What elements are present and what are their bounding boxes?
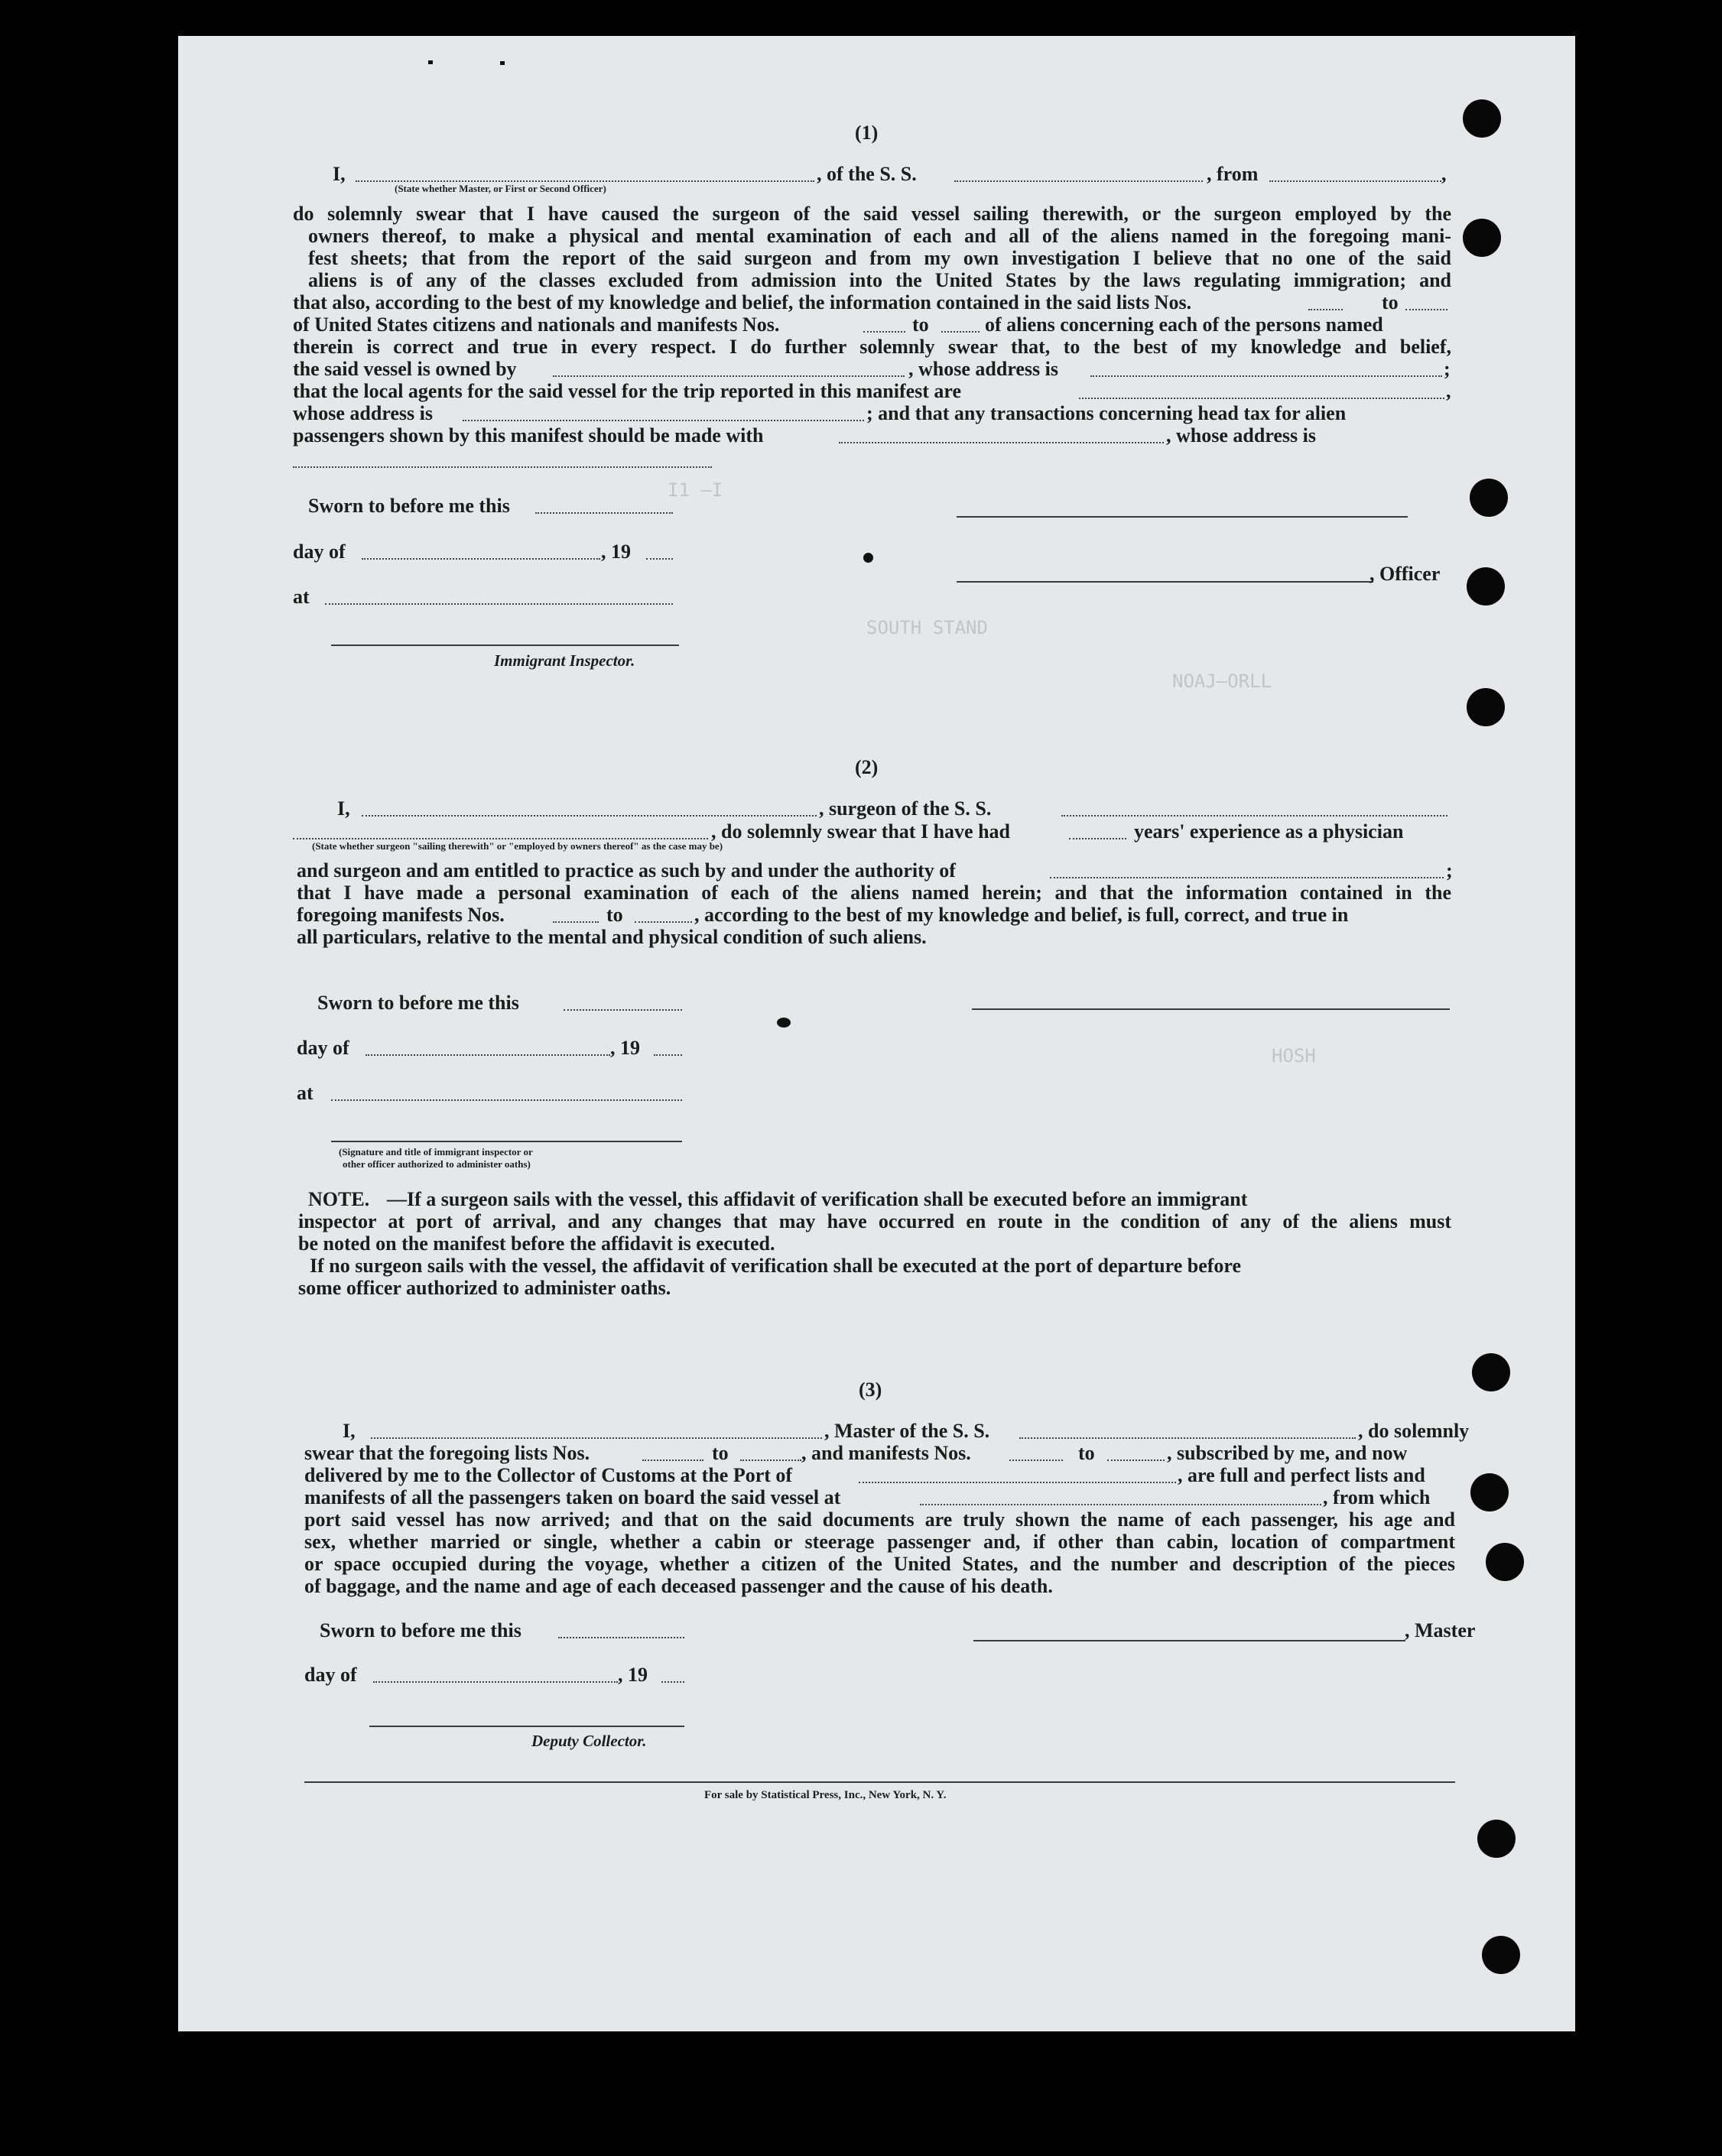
s1-year-label: , 19 <box>601 541 631 563</box>
s3-sworn-label: Sworn to before me this <box>320 1619 521 1641</box>
s3-sworn-day-field[interactable] <box>558 1637 684 1638</box>
punch-hole-icon <box>1463 219 1501 257</box>
s2-note-text: some officer authorized to administer oaths. <box>298 1277 671 1299</box>
footer-printer-credit: For sale by Statistical Press, Inc., New York, N. Y. <box>704 1789 947 1801</box>
s2-surgeon-of-ss-label: , surgeon of the S. S. <box>819 797 992 820</box>
s3-lists-text: , are full and perfect lists and <box>1178 1464 1425 1486</box>
s3-manifests-label: , and manifests Nos. <box>801 1442 971 1464</box>
speck <box>863 553 873 563</box>
s3-master-label: , Master <box>1405 1619 1476 1641</box>
speck <box>500 61 505 65</box>
s2-signature-note: other officer authorized to administer oaths) <box>343 1158 531 1170</box>
s2-manifests-text: , according to the best of my knowledge and belief, is full, correct, and true in <box>694 904 1349 926</box>
s1-of-ss-label: , of the S. S. <box>817 163 917 185</box>
s2-surgeon-type-field[interactable] <box>293 838 708 839</box>
s2-body-line: that I have made a personal examination of each of the aliens named herein; and that the information contained in the <box>297 882 1451 904</box>
s2-manifests-to-field[interactable] <box>635 921 692 923</box>
s2-to-label: to <box>606 904 623 926</box>
s3-manifests-from-field[interactable] <box>1009 1460 1063 1461</box>
speck <box>428 60 433 64</box>
s3-i-label: I, <box>343 1420 356 1442</box>
s1-agents-address-label: whose address is <box>293 402 434 424</box>
s1-manifests-to-label: to <box>912 313 929 336</box>
s2-month-field[interactable] <box>366 1054 610 1056</box>
s2-authority-field[interactable] <box>1050 877 1444 878</box>
s1-officer-signature-line[interactable] <box>957 516 1408 518</box>
s1-body-line: fest sheets; that from the report of the said surgeon and from my own investigation I believe that no one of the said <box>308 247 1451 269</box>
s2-surgeon-name-field[interactable] <box>362 815 817 817</box>
punch-hole-icon <box>1486 1543 1524 1581</box>
section1-number: (1) <box>855 122 879 144</box>
s1-headtax-party-field[interactable] <box>839 442 1164 443</box>
speck <box>777 1018 791 1028</box>
s3-year-field[interactable] <box>661 1681 684 1683</box>
s2-at-field[interactable] <box>331 1099 682 1101</box>
s2-ship-name-field[interactable] <box>1061 815 1447 817</box>
s2-year-label: , 19 <box>610 1037 640 1059</box>
manifest-page <box>178 36 1575 2031</box>
s2-note-text: inspector at port of arrival, and any changes that may have occurred en route in the condition of any of the aliens must <box>298 1210 1451 1232</box>
s2-years-field[interactable] <box>1069 838 1126 839</box>
punch-hole-icon <box>1467 567 1505 606</box>
punch-hole-icon <box>1472 1353 1510 1391</box>
s3-body-line: sex, whether married or single, whether a cabin or steerage passenger and, if other than cabin, location of compartment <box>304 1531 1455 1553</box>
s2-manifests-from-field[interactable] <box>553 921 599 923</box>
s3-lists-to-label: to <box>712 1442 729 1464</box>
s1-lists-from-field[interactable] <box>1308 309 1343 310</box>
punch-hole-icon <box>1470 479 1508 517</box>
s1-day-of-label: day of <box>293 541 346 563</box>
s2-surgeon-signature-line[interactable] <box>972 1008 1450 1010</box>
s2-sworn-day-field[interactable] <box>564 1009 682 1011</box>
s1-body-line: therein is correct and true in every respect. I do further solemnly swear that, to the best of my knowledge and belief, <box>293 336 1451 358</box>
s3-manifests-to-label: to <box>1078 1442 1095 1464</box>
s1-headtax-address-label: , whose address is <box>1166 424 1317 446</box>
s3-lists-to-field[interactable] <box>740 1460 801 1461</box>
s1-comma: , <box>1441 163 1447 185</box>
s2-year-field[interactable] <box>654 1054 682 1056</box>
s3-lists-label: swear that the foregoing lists Nos. <box>304 1442 590 1464</box>
s3-day-of-label: day of <box>304 1664 357 1686</box>
s2-at-label: at <box>297 1082 314 1104</box>
s1-from-port-field[interactable] <box>1269 180 1441 182</box>
s1-owner-address-field[interactable] <box>1090 375 1442 377</box>
s2-swear-text: , do solemnly swear that I have had <box>711 820 1011 843</box>
s2-body-line: all particulars, relative to the mental and physical condition of such aliens. <box>297 926 927 948</box>
s1-body-line: owners thereof, to make a physical and mental examination of each and all of the aliens named in the foregoing mani- <box>308 225 1451 247</box>
s1-semicolon: ; <box>1444 358 1451 380</box>
s3-lists-from-field[interactable] <box>642 1460 703 1461</box>
s2-day-of-label: day of <box>297 1037 349 1059</box>
s2-note-label: NOTE. <box>308 1188 370 1210</box>
s1-year-field[interactable] <box>646 558 673 560</box>
s3-boarded-label: manifests of all the passengers taken on board the said vessel at <box>304 1486 841 1508</box>
s1-manifests-to-field[interactable] <box>941 331 980 333</box>
section3-number: (3) <box>859 1378 882 1401</box>
s3-collector-label: Deputy Collector. <box>531 1732 647 1750</box>
s2-authority-label: and surgeon and am entitled to practice as such by and under the authority of <box>297 859 956 882</box>
s1-from-label: , from <box>1207 163 1259 185</box>
bleed-through-mark: Ι1 —Ι <box>668 479 723 501</box>
s1-lists-to-label: to <box>1382 291 1399 313</box>
s3-month-field[interactable] <box>373 1681 618 1683</box>
bleed-through-mark: SOUTH STAND <box>866 617 988 638</box>
s1-headtax-address-field[interactable] <box>293 466 712 468</box>
s1-comma: , <box>1446 380 1451 402</box>
s3-subscribed-text: , subscribed by me, and now <box>1167 1442 1408 1464</box>
s3-port-label: delivered by me to the Collector of Customs at the Port of <box>304 1464 793 1486</box>
s3-manifests-to-field[interactable] <box>1107 1460 1165 1461</box>
punch-hole-icon <box>1477 1820 1516 1858</box>
bleed-through-mark: HOSH <box>1272 1045 1316 1067</box>
s1-body-line: aliens is of any of the classes excluded from admission into the United States by the laws regulating immigration; and <box>308 269 1451 291</box>
s3-master-name-field[interactable] <box>371 1437 822 1439</box>
s1-ship-name-field[interactable] <box>954 180 1203 182</box>
s1-month-field[interactable] <box>362 558 600 560</box>
s3-master-signature-line[interactable] <box>973 1640 1405 1641</box>
s1-headtax-with-label: passengers shown by this manifest should be made with <box>293 424 764 446</box>
s1-headtax-text: ; and that any transactions concerning head tax for alien <box>866 402 1347 424</box>
s2-semicolon: ; <box>1446 859 1453 882</box>
s1-i-label: I, <box>333 163 346 185</box>
s1-owned-label: the said vessel is owned by <box>293 358 517 380</box>
s3-body-line: of baggage, and the name and age of each deceased passenger and the cause of his death. <box>304 1575 1053 1597</box>
bleed-through-mark: NOAJ—ORLL <box>1172 671 1272 692</box>
s3-from-which: , from which <box>1323 1486 1431 1508</box>
section2-number: (2) <box>855 756 879 778</box>
s1-at-field[interactable] <box>325 603 673 605</box>
s1-officer-label: , Officer <box>1369 563 1441 585</box>
s3-body-line: port said vessel has now arrived; and that on the said documents are truly shown the name of each passenger, his age and <box>304 1508 1455 1531</box>
s2-surgeon-note: (State whether surgeon "sailing therewith" or "employed by owners thereof" as the case may be) <box>312 840 723 852</box>
s1-manifests-from-field[interactable] <box>863 331 905 333</box>
s2-sworn-label: Sworn to before me this <box>317 992 519 1014</box>
s2-note-text: be noted on the manifest before the affidavit is executed. <box>298 1232 775 1255</box>
s2-manifests-label: foregoing manifests Nos. <box>297 904 505 926</box>
s2-years-text: years' experience as a physician <box>1134 820 1404 843</box>
s2-i-label: I, <box>337 797 350 820</box>
s1-officer-note: (State whether Master, or First or Second Officer) <box>395 183 606 194</box>
s3-year-label: , 19 <box>618 1664 648 1686</box>
s1-agents-address-field[interactable] <box>463 420 864 421</box>
s1-body-line: do solemnly swear that I have caused the surgeon of the said vessel sailing therewith, or the surgeon employed by the <box>293 203 1451 225</box>
punch-hole-icon <box>1470 1473 1509 1511</box>
s1-manifests-text: of United States citizens and nationals and manifests Nos. <box>293 313 780 336</box>
s2-note-text: —If a surgeon sails with the vessel, this affidavit of verification shall be executed before an immigrant <box>387 1188 1248 1210</box>
s1-inspector-label: Immigrant Inspector. <box>494 651 635 670</box>
footer-rule <box>304 1781 1455 1783</box>
s3-master-of-ss-label: , Master of the S. S. <box>824 1420 990 1442</box>
punch-hole-icon <box>1463 99 1501 138</box>
s1-sworn-label: Sworn to before me this <box>308 495 510 517</box>
s2-signature-note: (Signature and title of immigrant inspector or <box>339 1146 533 1158</box>
punch-hole-icon <box>1467 688 1505 726</box>
punch-hole-icon <box>1482 1936 1520 1974</box>
s3-collector-signature-line[interactable] <box>369 1726 684 1727</box>
s1-owner-field[interactable] <box>553 375 905 377</box>
s3-ship-name-field[interactable] <box>1019 1437 1356 1439</box>
s1-owner-address-label: , whose address is <box>908 358 1059 380</box>
s3-do-solemnly: , do solemnly <box>1358 1420 1470 1442</box>
s1-aliens-text: of aliens concerning each of the persons named <box>985 313 1383 336</box>
s3-body-line: or space occupied during the voyage, whether a citizen of the United States, and the number and description of the pieces <box>304 1553 1455 1575</box>
s2-inspector-signature-line[interactable] <box>331 1141 682 1142</box>
s1-at-label: at <box>293 586 310 608</box>
s1-inspector-signature-line[interactable] <box>331 645 679 646</box>
s3-port-field[interactable] <box>859 1482 1176 1483</box>
s1-officer-name-field[interactable] <box>356 180 814 182</box>
s1-agents-field[interactable] <box>1079 398 1444 399</box>
s2-note-text: If no surgeon sails with the vessel, the affidavit of verification shall be executed at the port of departure before <box>310 1255 1242 1277</box>
s1-lists-text: that also, according to the best of my knowledge and belief, the information contained in the said lists Nos. <box>293 291 1192 313</box>
s3-boarded-port-field[interactable] <box>920 1504 1321 1505</box>
s1-agents-label: that the local agents for the said vessel for the trip reported in this manifest are <box>293 380 962 402</box>
s1-officer-title-line[interactable] <box>957 581 1373 583</box>
s1-sworn-day-field[interactable] <box>535 512 673 514</box>
s1-lists-to-field[interactable] <box>1405 309 1447 310</box>
